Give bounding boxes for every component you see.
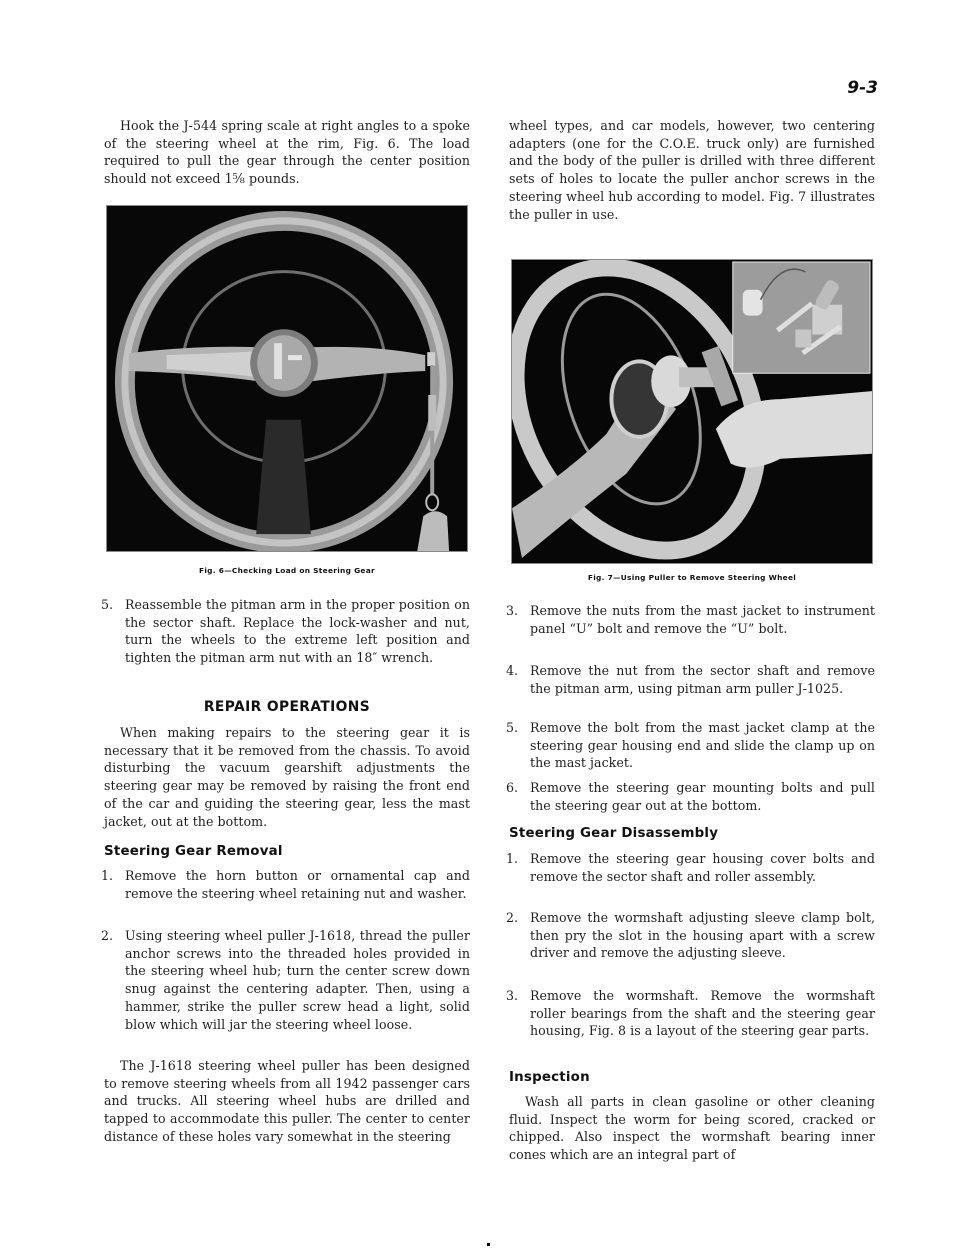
removal-step-5 — [506, 719, 875, 772]
steering-wheel-puller-image — [512, 260, 872, 563]
list-number: 4. — [506, 663, 519, 678]
page-mark — [487, 1243, 490, 1246]
repair-operations-heading: REPAIR OPERATIONS — [203, 699, 371, 715]
inspection-paragraph: Wash all parts in clean gasoline or other cleaning fluid. Inspect the worm for being scored, cracked or chipped. Also inspect the wormshaft bearing inner cones which are an integral part of — [509, 1094, 875, 1163]
puller-description-paragraph: The J-1618 steering wheel puller has been designed to remove steering wheels from all 1942 passenger cars and trucks. All steering wheel hubs are drilled and tapped to accommodate this puller. The center to center distance of these holes vary somewhat in the steering — [104, 1058, 470, 1144]
list-number: 3. — [506, 988, 519, 1003]
removal-step-6 — [506, 779, 875, 814]
continued-paragraph: wheel types, and car models, however, two centering adapters (one for the C.O.E. truck only) are furnished and the body of the puller is drilled with three different sets of holes to locate the puller anchor screws in the steering wheel hub according to model. Fig. 7 illustrates the puller in use. — [509, 118, 875, 222]
list-number: 5. — [506, 720, 519, 735]
list-text: Remove the wormshaft. Remove the wormshaft roller bearings from the shaft and the steering gear housing, Fig. 8 is a layout of the steering gear parts. — [530, 988, 875, 1039]
figure-7-photo — [511, 259, 873, 564]
disassembly-step-2 — [506, 909, 875, 962]
removal-step-3 — [506, 602, 875, 637]
intro-paragraph: Hook the J-544 spring scale at right angles to a spoke of the steering wheel at the rim, Fig. 6. The load required to pull the gear through the center position should not exceed 1⅝ pounds. — [104, 118, 470, 187]
disassembly-step-1 — [506, 850, 875, 885]
list-number: 1. — [506, 851, 519, 866]
steering-gear-removal-heading: Steering Gear Removal — [104, 844, 283, 859]
removal-step-4 — [506, 662, 875, 697]
disassembly-step-3 — [506, 987, 875, 1040]
list-number: 1. — [101, 868, 114, 883]
removal-step-1 — [101, 867, 470, 902]
list-text: Remove the nuts from the mast jacket to instrument panel “U” bolt and remove the “U” bolt. — [530, 603, 875, 636]
list-number: 2. — [101, 928, 114, 943]
list-text: Remove the nut from the sector shaft and remove the pitman arm, using pitman arm puller J-1025. — [530, 663, 875, 696]
step-5-reassemble — [101, 596, 470, 667]
figure-7-caption: Fig. 7—Using Puller to Remove Steering Wheel — [587, 573, 797, 582]
list-text: Remove the bolt from the mast jacket clamp at the steering gear housing end and slide the clamp up on the mast jacket. — [530, 720, 875, 771]
steering-gear-disassembly-heading: Steering Gear Disassembly — [509, 826, 719, 841]
removal-step-2 — [101, 927, 470, 1033]
list-text: Remove the steering gear mounting bolts and pull the steering gear out at the bottom. — [530, 780, 875, 813]
list-text: Remove the horn button or ornamental cap and remove the steering wheel retaining nut and washer. — [125, 868, 470, 901]
list-text: Using steering wheel puller J-1618, thread the puller anchor screws into the threaded holes provided in the steering wheel hub; turn the center screw down snug against the centering adapter. Then, using a hammer, strike the puller screw head a light, solid blow which will jar the steering wheel loose. — [125, 928, 470, 1032]
list-text: Reassemble the pitman arm in the proper position on the sector shaft. Replace the lock-washer and nut, turn the wheels to the extreme left position and tighten the pitman arm nut with an 18″ wrench. — [125, 597, 470, 666]
figure-6-photo — [106, 205, 468, 552]
list-number: 5. — [101, 597, 114, 612]
list-number: 6. — [506, 780, 519, 795]
inspection-heading: Inspection — [509, 1070, 590, 1085]
repair-operations-paragraph: When making repairs to the steering gear it is necessary that it be removed from the chassis. To avoid disturbing the vacuum gearshift adjustments the steering gear may be removed by raising the front end of the car and guiding the steering gear, less the mast jacket, out at the bottom. — [104, 725, 470, 829]
steering-wheel-spring-scale-image — [107, 206, 467, 551]
list-number: 2. — [506, 910, 519, 925]
figure-6-caption: Fig. 6—Checking Load on Steering Gear — [199, 566, 375, 575]
list-text: Remove the steering gear housing cover bolts and remove the sector shaft and roller assembly. — [530, 851, 875, 884]
list-text: Remove the wormshaft adjusting sleeve clamp bolt, then pry the slot in the housing apart with a screw driver and remove the adjusting sleeve. — [530, 910, 875, 961]
list-number: 3. — [506, 603, 519, 618]
page-number: 9-3 — [847, 78, 878, 98]
